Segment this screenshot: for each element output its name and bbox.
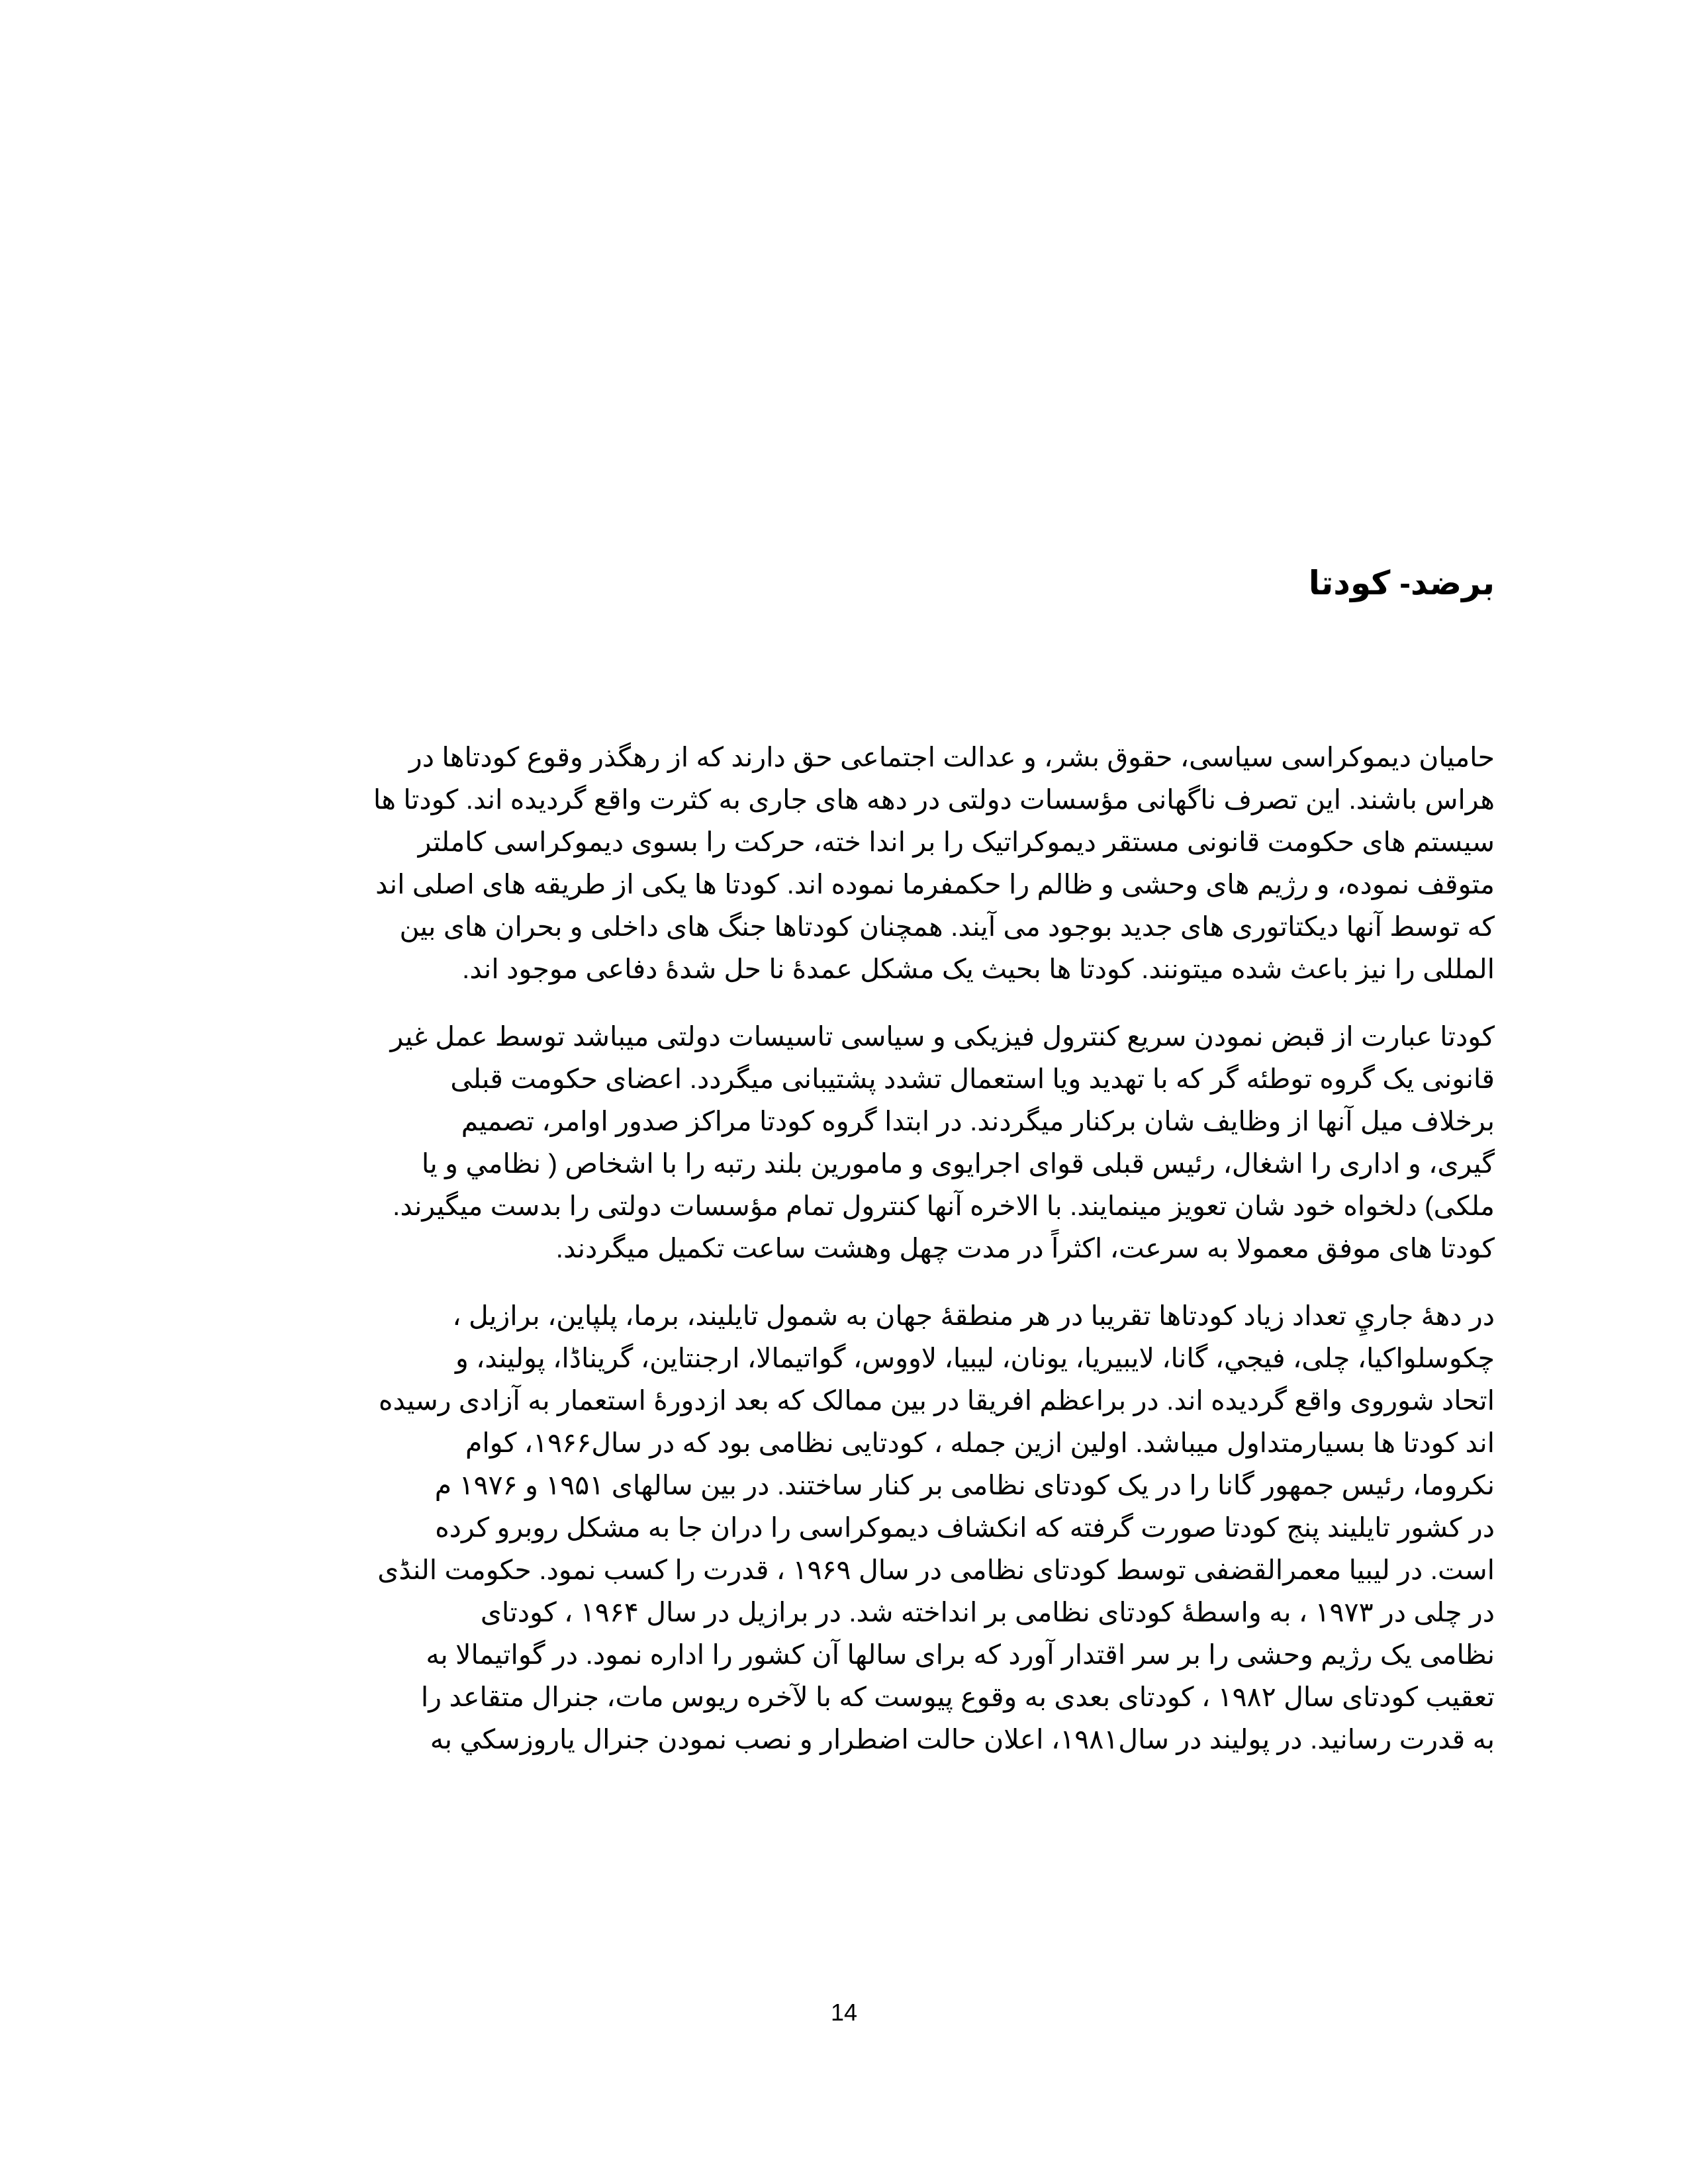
text-line: ملکی) دلخواه خود شان تعویز مینمایند. با الاخره آنها کنترول تمام مؤسسات دولتی را بدست میگیرند. [393, 1191, 1495, 1221]
page-number: 14 [830, 1999, 858, 2026]
text-line: هراس باشند. این تصرف ناگهانی مؤسسات دولتی در دهه های جاری به کثرت واقع گردیده اند. کودتا ها [373, 784, 1495, 815]
text-line: برخلاف میل آنها از وظایف شان برکنار میگردند. در ابتدا گروه کودتا مراکز صدور اوامر، تصمیم [461, 1106, 1495, 1136]
text-line: حامیان دیموکراسی سیاسی، حقوق بشر، و عدالت اجتماعی حق دارند که از رهگذر وقوع کودتاها در [408, 742, 1495, 772]
text-line: اتحاد شوروی واقع گردیده اند. در براعظم افریقا در بین ممالک که بعد ازدورۀ استعمار به آزادی رسیده [378, 1385, 1495, 1416]
text-line: است. در لیبیا معمرالقضفی توسط کودتای نظامی در سال ۱۹۶۹ ، قدرت را کسب نمود. حکومت النڈی [377, 1555, 1495, 1585]
paragraph-1 [211, 736, 1495, 990]
text-line: گیری، و اداری را اشغال، رئیس قبلی قوای اجرایوی و مامورین بلند رتبه را با اشخاص ( نظامي و یا [421, 1148, 1495, 1179]
text-line: اند کودتا ها بسیارمتداول میباشد. اولین ازین جمله ، کودتایی نظامی بود که در سال۱۹۶۶، کوام [465, 1428, 1495, 1458]
text-line: کودتا های موفق معمولا به سرعت، اکثراً در مدت چهل وهشت ساعت تکمیل میگردند. [555, 1233, 1495, 1263]
paragraph-3 [211, 1295, 1495, 1760]
text-line: نظامی یک رژیم وحشی را بر سر اقتدار آورد که برای سالها آن کشور را اداره نمود. در گواتیمالا به [426, 1639, 1495, 1670]
section-heading: برضد- کودتا [1308, 565, 1495, 602]
text-line: المللی را نیز باعث شده میتونند. کودتا ها بحیث یک مشکل عمدۀ نا حل شدۀ دفاعی موجود اند. [462, 954, 1495, 984]
body-text [211, 736, 1495, 1786]
text-line: کودتا عبارت از قبض نمودن سریع کنترول فیزیکی و سیاسی تاسیسات دولتی میباشد توسط عمل غیر [390, 1021, 1495, 1052]
text-line: تعقیب کودتای سال ۱۹۸۲ ، کودتای بعدی به وقوع پیوست که با لآخره ریوس مات، جنرال متقاعد را [420, 1682, 1495, 1712]
text-line: قانونی یک گروه توطئه گر که با تهدید ویا استعمال تشدد پشتیبانی میگردد. اعضای حکومت قبلی [450, 1064, 1495, 1094]
text-line: چکوسلواکیا، چلی، فیجي، گانا، لایبیریا، یونان، لیبیا، لاووس، گواتیمالا، ارجنتاین، گریناڈا، پولیند، و [455, 1343, 1495, 1373]
text-line: متوقف نموده، و رژیم های وحشی و ظالم را حکمفرما نموده اند. کودتا ها یکی از طریقه های اصلی اند [375, 869, 1495, 899]
text-line: که توسط آنها دیکتاتوری های جدید بوجود می آیند. همچنان کودتاها جنگ های داخلی و بحران های بین [399, 911, 1495, 942]
text-line: در کشور تایلیند پنج کودتا صورت گرفته که انکشاف دیموکراسی را دران جا به مشکل روبرو کرده [435, 1512, 1495, 1543]
text-line: به قدرت رسانید. در پولیند در سال۱۹۸۱، اعلان حالت اضطرار و نصب نمودن جنرال یاروزسکي به [430, 1724, 1495, 1754]
text-line: نکروما، رئیس جمهور گانا را در یک کودتای نظامی بر کنار ساختند. در بین سالهای ۱۹۵۱ و ۱۹۷۶ م [434, 1470, 1495, 1500]
text-line: در دهۀ جاريِ تعداد زیاد کودتاها تقریبا در هر منطقۀ جهان به شمول تایلیند، برما، پلپاین، برازیل ، [452, 1300, 1495, 1331]
paragraph-2 [211, 1015, 1495, 1269]
text-line: در چلی در ۱۹۷۳ ، به واسطۀ کودتای نظامی بر انداخته شد. در برازیل در سال ۱۹۶۴ ، کودتای [480, 1597, 1495, 1627]
text-line: سیستم های حکومت قانونی مستقر دیموکراتیک را بر اندا خته، حرکت را بسوی دیموکراسی کاملتر [418, 827, 1495, 857]
